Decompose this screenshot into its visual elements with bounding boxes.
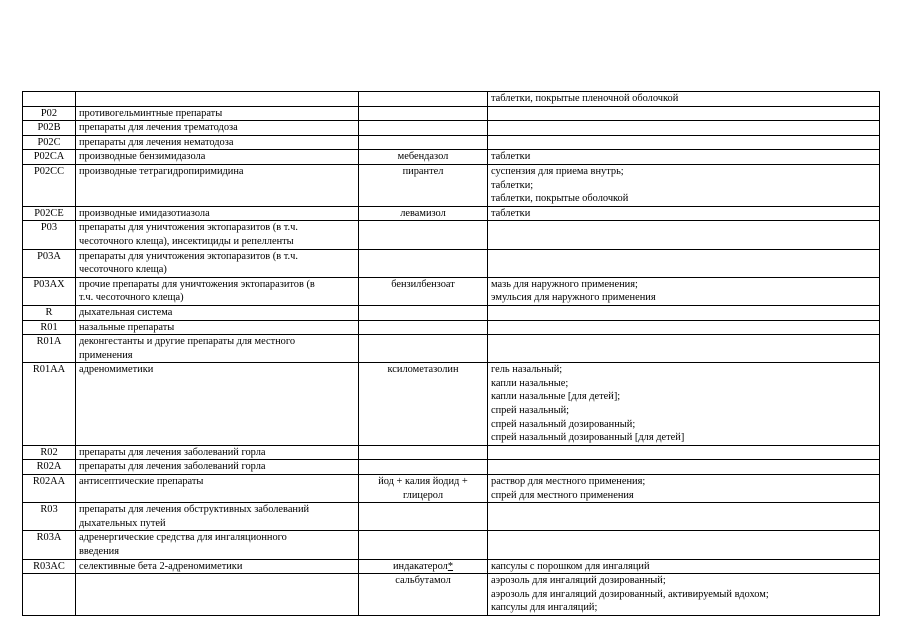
dosage-form-line: таблетки; xyxy=(491,179,534,191)
group-name-line: препараты для уничтожения эктопаразитов (в т.ч. xyxy=(79,250,298,262)
dosage-form-line: гель назальный; xyxy=(491,364,563,376)
group-name-cell xyxy=(76,574,359,616)
atc-code-cell xyxy=(23,164,76,206)
table-row xyxy=(23,121,880,136)
group-name-cell xyxy=(76,320,359,335)
group-name-line: деконгестанты и другие препараты для местного xyxy=(79,336,296,348)
dosage-form-line: аэрозоль для ингаляций дозированный; xyxy=(491,575,666,587)
group-name-line: т.ч. чесоточного клеща) xyxy=(79,292,184,304)
table-row xyxy=(23,460,880,475)
drug-name-cell xyxy=(359,460,488,475)
dosage-form-line: аэрозоль для ингаляций дозированный, активируемый вдохом; xyxy=(491,588,769,600)
atc-code: P02CC xyxy=(33,165,65,177)
atc-code: R03AC xyxy=(33,560,65,572)
dosage-forms-cell xyxy=(488,475,880,503)
dosage-forms-cell xyxy=(488,221,880,249)
dosage-forms-cell xyxy=(488,363,880,446)
group-name-line: селективные бета 2-адреномиметики xyxy=(79,560,243,572)
table-row xyxy=(23,135,880,150)
table-row xyxy=(23,335,880,363)
group-name-cell xyxy=(76,221,359,249)
atc-code: P02CE xyxy=(34,207,64,219)
table-row xyxy=(23,363,880,446)
table-row xyxy=(23,164,880,206)
dosage-forms-cell xyxy=(488,206,880,221)
dosage-forms-cell xyxy=(488,150,880,165)
dosage-forms-cell xyxy=(488,445,880,460)
drug-name-cell xyxy=(359,445,488,460)
atc-code-cell xyxy=(23,92,76,107)
table-row xyxy=(23,277,880,305)
group-name-line: прочие препараты для уничтожения эктопаразитов (в xyxy=(79,278,315,290)
group-name-line: дыхательных путей xyxy=(79,517,166,529)
group-name-cell xyxy=(76,475,359,503)
group-name-cell xyxy=(76,92,359,107)
dosage-form-line: спрей назальный; xyxy=(491,405,570,417)
group-name-cell xyxy=(76,249,359,277)
atc-code-cell xyxy=(23,531,76,559)
drug-name-cell xyxy=(359,135,488,150)
atc-code-cell xyxy=(23,221,76,249)
dosage-form-line: спрей для местного применения xyxy=(491,489,634,501)
dosage-form-line: таблетки, покрытые пленочной оболочкой xyxy=(491,93,679,104)
table-row xyxy=(23,92,880,107)
group-name-line: введения xyxy=(79,546,120,557)
dosage-forms-cell xyxy=(488,320,880,335)
group-name-line: препараты для лечения заболеваний горла xyxy=(79,446,266,458)
atc-code-cell xyxy=(23,559,76,574)
drug-name-cell xyxy=(359,206,488,221)
footnote-marker: * xyxy=(447,560,454,572)
drug-name-line: индакатерол* xyxy=(392,560,454,572)
atc-code-cell xyxy=(23,277,76,305)
dosage-forms-cell xyxy=(488,121,880,136)
group-name-cell xyxy=(76,121,359,136)
group-name-line: чесоточного клеща), инсектициды и репелленты xyxy=(79,235,294,247)
group-name-cell xyxy=(76,305,359,320)
atc-code: P03AX xyxy=(33,278,65,290)
group-name-line: производные бензимидазола xyxy=(79,151,206,163)
dosage-form-line: капли назальные; xyxy=(491,377,569,389)
atc-code-cell xyxy=(23,206,76,221)
drug-name-cell xyxy=(359,121,488,136)
atc-code-cell xyxy=(23,503,76,531)
group-name-cell xyxy=(76,106,359,121)
group-name-line: препараты для уничтожения эктопаразитов (в т.ч. xyxy=(79,222,298,234)
table-row xyxy=(23,320,880,335)
atc-code-cell xyxy=(23,106,76,121)
dosage-forms-cell xyxy=(488,249,880,277)
dosage-form-line: таблетки, покрытые оболочкой xyxy=(491,193,629,205)
atc-code-cell xyxy=(23,121,76,136)
atc-code: R01A xyxy=(36,336,62,348)
atc-code-cell xyxy=(23,320,76,335)
table-row xyxy=(23,574,880,616)
group-name-cell xyxy=(76,150,359,165)
group-name-line: чесоточного клеща) xyxy=(79,264,167,276)
dosage-form-line: спрей назальный дозированный; xyxy=(491,418,636,430)
drug-name-cell xyxy=(359,150,488,165)
group-name-line: адреномиметики xyxy=(79,364,154,376)
atc-code-cell xyxy=(23,475,76,503)
group-name-cell xyxy=(76,206,359,221)
table-body xyxy=(23,92,880,616)
atc-code-cell xyxy=(23,445,76,460)
table-row xyxy=(23,150,880,165)
group-name-line: противогельминтные препараты xyxy=(79,107,223,119)
table-row xyxy=(23,559,880,574)
drug-name-cell xyxy=(359,475,488,503)
atc-code: R03A xyxy=(36,532,62,544)
atc-code: R03 xyxy=(40,504,58,516)
drug-name-line: йод + калия йодид + xyxy=(378,476,468,488)
atc-code-cell xyxy=(23,574,76,616)
group-name-cell xyxy=(76,531,359,559)
drug-name-line: пирантел xyxy=(402,165,444,177)
group-name-line: применения xyxy=(79,349,133,361)
atc-code: P03 xyxy=(40,222,58,234)
group-name-line: антисептические препараты xyxy=(79,476,204,488)
drug-name-line: бензилбензоат xyxy=(391,278,455,290)
atc-code: R xyxy=(45,306,53,318)
atc-code-cell xyxy=(23,135,76,150)
group-name-line: дыхательная система xyxy=(79,306,173,318)
group-name-line: производные имидазотиазола xyxy=(79,207,210,219)
table-row xyxy=(23,531,880,559)
dosage-form-line: суспензия для приема внутрь; xyxy=(491,165,624,177)
dosage-form-line: таблетки xyxy=(491,207,531,219)
drug-name-cell xyxy=(359,531,488,559)
dosage-forms-cell xyxy=(488,305,880,320)
table-row xyxy=(23,475,880,503)
dosage-forms-cell xyxy=(488,574,880,616)
drug-name-line: сальбутамол xyxy=(395,575,451,587)
dosage-form-line: спрей назальный дозированный [для детей] xyxy=(491,432,685,444)
drug-name-cell xyxy=(359,92,488,107)
atc-code: P02CA xyxy=(33,151,65,163)
dosage-forms-cell xyxy=(488,559,880,574)
table-row xyxy=(23,305,880,320)
drug-name-cell xyxy=(359,305,488,320)
group-name-line: препараты для лечения обструктивных заболеваний xyxy=(79,504,310,516)
table-row xyxy=(23,106,880,121)
group-name-cell xyxy=(76,559,359,574)
dosage-form-line: раствор для местного применения; xyxy=(491,476,646,488)
drug-name-line: мебендазол xyxy=(397,151,449,163)
group-name-cell xyxy=(76,503,359,531)
atc-code-cell xyxy=(23,305,76,320)
drug-name-line: глицерол xyxy=(402,489,444,501)
atc-code: P02 xyxy=(40,107,58,119)
dosage-forms-cell xyxy=(488,503,880,531)
atc-code: R02AA xyxy=(32,476,66,488)
group-name-cell xyxy=(76,445,359,460)
drug-name-cell xyxy=(359,574,488,616)
drug-name-cell xyxy=(359,164,488,206)
atc-code-cell xyxy=(23,363,76,446)
drug-name-cell xyxy=(359,320,488,335)
atc-code: R02 xyxy=(40,446,58,458)
drug-name-cell xyxy=(359,559,488,574)
drug-name-cell xyxy=(359,249,488,277)
dosage-forms-cell xyxy=(488,531,880,559)
drug-name-line: ксилометазолин xyxy=(387,364,459,376)
dosage-forms-cell xyxy=(488,277,880,305)
dosage-form-line: капли назальные [для детей]; xyxy=(491,391,621,403)
atc-code-cell xyxy=(23,249,76,277)
atc-code-cell xyxy=(23,150,76,165)
group-name-line: препараты для лечения нематодоза xyxy=(79,136,234,148)
group-name-cell xyxy=(76,164,359,206)
group-name-cell xyxy=(76,277,359,305)
atc-code-cell xyxy=(23,460,76,475)
drug-name-cell xyxy=(359,335,488,363)
atc-code: R01 xyxy=(40,321,58,333)
dosage-forms-cell xyxy=(488,164,880,206)
dosage-forms-cell xyxy=(488,135,880,150)
group-name-cell xyxy=(76,335,359,363)
dosage-forms-cell xyxy=(488,92,880,107)
medicine-table xyxy=(22,91,880,616)
atc-code: R01AA xyxy=(32,364,66,376)
atc-code: R02A xyxy=(36,461,62,473)
group-name-line: препараты для лечения трематодоза xyxy=(79,122,238,134)
table-row xyxy=(23,503,880,531)
table-row xyxy=(23,206,880,221)
group-name-line: адренергические средства для ингаляционного xyxy=(79,532,287,544)
dosage-form-line: мазь для наружного применения; xyxy=(491,278,638,290)
atc-code: P02B xyxy=(37,122,61,134)
group-name-line: производные тетрагидропиримидина xyxy=(79,165,244,177)
dosage-form-line: таблетки xyxy=(491,151,531,163)
dosage-form-line: капсулы для ингаляций; xyxy=(491,602,598,614)
atc-code: P02C xyxy=(37,136,61,148)
atc-code-cell xyxy=(23,335,76,363)
atc-code: P03A xyxy=(37,250,61,262)
drug-name-cell xyxy=(359,221,488,249)
dosage-forms-cell xyxy=(488,106,880,121)
group-name-line: назальные препараты xyxy=(79,321,175,333)
dosage-form-line: капсулы с порошком для ингаляций xyxy=(491,560,650,572)
dosage-form-line: эмульсия для наружного применения xyxy=(491,292,656,304)
group-name-cell xyxy=(76,135,359,150)
group-name-cell xyxy=(76,363,359,446)
table-row xyxy=(23,221,880,249)
drug-name-cell xyxy=(359,503,488,531)
table-row xyxy=(23,445,880,460)
drug-name-cell xyxy=(359,363,488,446)
group-name-line: препараты для лечения заболеваний горла xyxy=(79,461,266,473)
drug-name-cell xyxy=(359,106,488,121)
dosage-forms-cell xyxy=(488,460,880,475)
group-name-cell xyxy=(76,460,359,475)
drug-name-cell xyxy=(359,277,488,305)
drug-name-line: левамизол xyxy=(400,207,446,219)
dosage-forms-cell xyxy=(488,335,880,363)
table-row xyxy=(23,249,880,277)
